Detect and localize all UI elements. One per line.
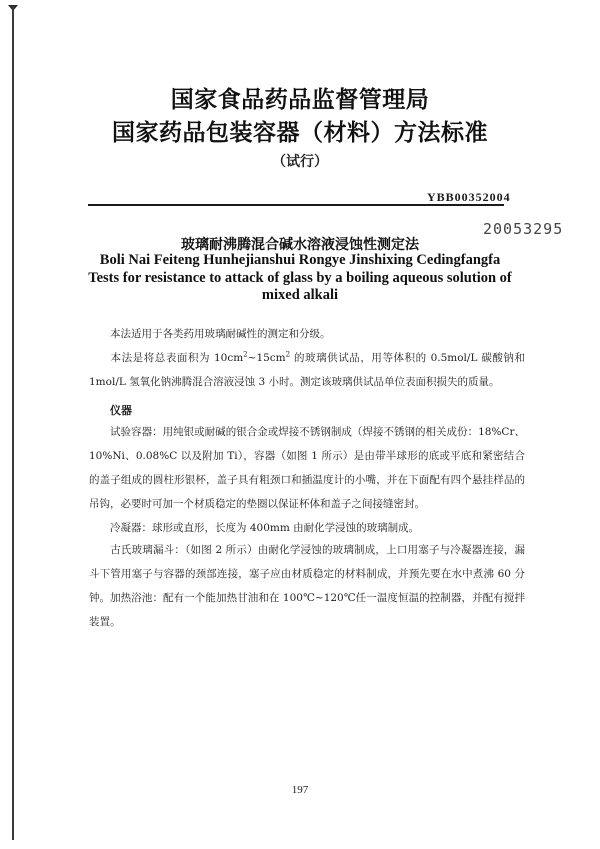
scope-text: 本法适用于各类药用玻璃耐碱性的测定和分级。 xyxy=(110,328,331,340)
principle-text-1: 本法是将总表面积为 10cm xyxy=(110,352,244,364)
method-title-en: Tests for resistance to attack of glass by a boiling aqueous solution of xyxy=(88,270,512,286)
heating-bath-text: 加热浴池：配有一个能加热甘油和在 100℃~120℃任一温度恒温的控制器，并配有搅拌装置。 xyxy=(89,592,525,628)
superscript-2: 2 xyxy=(285,350,291,359)
method-title-en-continued: mixed alkali xyxy=(261,287,339,303)
heating-bath-paragraph xyxy=(89,586,525,634)
header-rule xyxy=(88,204,504,206)
trial-note: （试行） xyxy=(272,154,328,170)
test-vessel-paragraph xyxy=(89,420,525,516)
stamp-number: 20053295 xyxy=(483,220,564,238)
method-title-cn: 玻璃耐沸腾混合碱水溶液浸蚀性测定法 xyxy=(181,237,419,253)
principle-text-2: ~15cm xyxy=(247,352,286,364)
agency-title: 国家食品药品监督管理局 xyxy=(170,87,430,113)
test-vessel-text: 试验容器：用纯银或耐碱的银合金或焊接不锈钢制成（焊接不锈钢的相关成份：18%Cr、10%Ni、0.08%C 以及附加 Ti），容器（如图 1 所示）是由带半球形的底或平底和紧密结合的盖子组成的圆柱形银杯，盖子具有粗颈口和插温度计的小嘴，并在下面配有四个悬挂样品的吊钩，必要时可加一个材质稳定的垫圈以保证杯体和盖子之间接缝密封。 xyxy=(89,426,525,510)
standard-title: 国家药品包装容器（材料）方法标准 xyxy=(112,120,488,146)
principle-text-3: 的玻璃供试品，用等体积的 0.5mol/L 碳酸钠和 1mol/L 氢氧化钠沸腾混合溶液浸蚀 3 小时。测定该玻璃供试品单位表面积损失的质量。 xyxy=(89,352,525,388)
apparatus-heading: 仪器 xyxy=(110,404,132,417)
method-title-pinyin: Boli Nai Feiteng Hunhejianshui Rongye Jinshixing Cedingfangfa xyxy=(99,252,501,268)
scope-paragraph xyxy=(89,322,525,346)
condenser-paragraph xyxy=(89,516,525,540)
page-number: 197 xyxy=(291,784,309,796)
superscript-2: 2 xyxy=(243,350,248,359)
gooch-funnel-text: 古氏玻璃漏斗：（如图 2 所示）由耐化学浸蚀的玻璃制成，上口用塞子与冷凝器连接，漏斗下管用塞子与容器的颈部连接，塞子应由材质稳定的材料制成，并预先要在水中煮沸 60 分钟。 xyxy=(89,544,525,604)
standard-code: YBB00352004 xyxy=(427,190,511,204)
principle-paragraph xyxy=(89,346,525,394)
condenser-text: 冷凝器：球形或直形，长度为 400mm 由耐化学浸蚀的玻璃制成。 xyxy=(110,522,420,534)
